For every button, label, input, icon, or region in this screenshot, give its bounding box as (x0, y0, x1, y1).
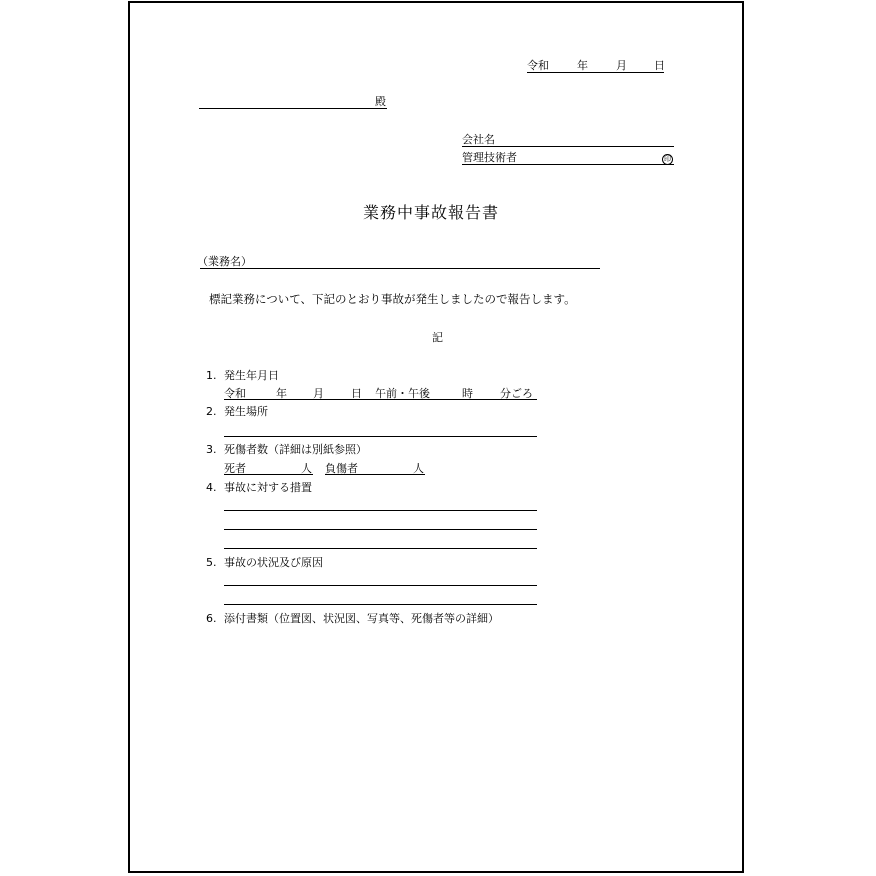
item-2-number: 2. (206, 405, 217, 418)
manager-label: 管理技術者 (462, 151, 517, 164)
work-name-label: （業務名） (197, 255, 252, 268)
date-day: 日 (654, 59, 665, 72)
item-1-date-year: 年 (276, 387, 287, 400)
item-3-injured-label: 負傷者 (325, 462, 358, 475)
item-5-number: 5. (206, 556, 217, 569)
item-1-number: 1. (206, 369, 217, 382)
item-3-injured-underline (325, 474, 425, 475)
ki-label: 記 (432, 331, 443, 344)
item-2-line (224, 436, 537, 437)
item-1-ampm: 午前・午後 (375, 387, 430, 400)
item-1-date-era: 令和 (224, 387, 246, 400)
date-era: 令和 (527, 59, 549, 72)
item-3-dead-underline (224, 474, 313, 475)
addressee-line (199, 108, 387, 109)
seal-mark: 印 (664, 155, 671, 163)
item-3-dead-label: 死者 (224, 462, 246, 475)
seal-icon (662, 151, 673, 165)
item-1-hour: 時 (462, 387, 473, 400)
date-year: 年 (577, 59, 588, 72)
work-name-line (200, 268, 600, 269)
item-2-label: 発生場所 (224, 405, 268, 418)
manager-line (462, 164, 674, 165)
item-6-number: 6. (206, 612, 217, 625)
item-4-number: 4. (206, 481, 217, 494)
item-4-line-3 (224, 548, 537, 549)
item-1-label: 発生年月日 (224, 369, 279, 382)
item-5-line-2 (224, 604, 537, 605)
date-month: 月 (616, 59, 627, 72)
intro-text: 標記業務について、下記のとおり事故が発生しましたので報告します。 (209, 292, 576, 306)
item-4-label: 事故に対する措置 (224, 481, 312, 494)
item-1-date-day: 日 (351, 387, 362, 400)
company-line (462, 146, 674, 147)
item-5-line-1 (224, 585, 537, 586)
item-5-label: 事故の状況及び原因 (224, 556, 323, 569)
item-6-label: 添付書類（位置図、状況図、写真等、死傷者等の詳細） (224, 612, 499, 625)
item-1-date-month: 月 (313, 387, 324, 400)
item-4-line-1 (224, 510, 537, 511)
page-title: 業務中事故報告書 (363, 203, 500, 222)
addressee-suffix: 殿 (375, 95, 386, 108)
item-3-number: 3. (206, 443, 217, 456)
company-label: 会社名 (462, 133, 495, 146)
item-3-injured-unit: 人 (413, 462, 424, 475)
item-1-minute: 分ごろ (500, 387, 533, 400)
document-page (128, 1, 744, 873)
item-1-underline (224, 399, 537, 400)
item-3-dead-unit: 人 (301, 462, 312, 475)
date-line (527, 59, 664, 73)
item-3-label: 死傷者数（詳細は別紙参照） (224, 443, 367, 456)
item-4-line-2 (224, 529, 537, 530)
